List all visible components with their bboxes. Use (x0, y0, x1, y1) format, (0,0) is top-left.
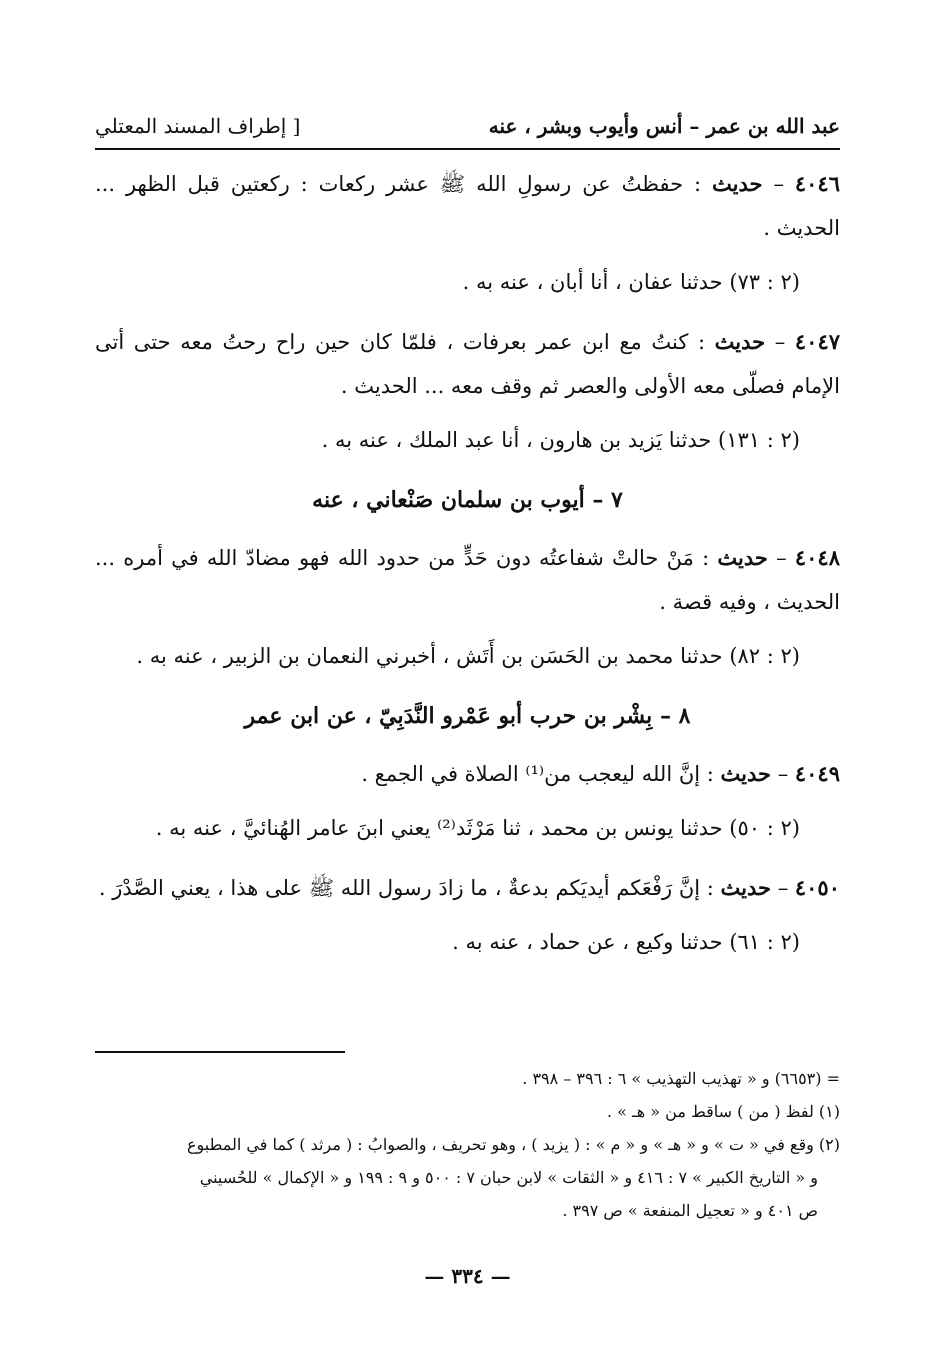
entry-keyword: حديث (720, 875, 772, 900)
entry-text: : إنَّ الله ليعجب من⁽¹⁾ الصلاة في الجمع . (361, 762, 714, 786)
header-left-title: [ إطراف المسند المعتلي (95, 114, 301, 138)
footnote: (١) لفظ ( من ) ساقط من « هـ » . (607, 1102, 840, 1121)
footnote: = (٦٦٥٣) و « تهذيب التهذيب » ٦ : ٣٩٦ – ٣٩٨ . (522, 1069, 840, 1088)
footnotes (95, 1062, 840, 1227)
entry-keyword: حديث (714, 329, 766, 354)
page (95, 0, 840, 1372)
hadith-entry: ٤٠٥٠ – حديث : إنَّ رَفْعَكم أيديَكم بدعةٌ ، ما زادَ رسول الله ﷺ على هذا ، يعني الصَّدْرَ . (98, 875, 840, 900)
entry-text: : مَنْ حالتْ شفاعتُه دون حَدٍّ من حدود الله فهو مضادّ الله في أمره ... الحديث ، وفيه قصة . (95, 546, 840, 614)
source-line: (٢ : ٨٢) حدثنا محمد بن الحَسَن بن أَتَش ، أخبرني النعمان بن الزبير ، عنه به . (136, 644, 800, 668)
entry-keyword: حديث (712, 171, 763, 196)
body-text (95, 162, 840, 980)
header-rule (95, 148, 840, 150)
entry-number: ٤٠٤٩ (794, 761, 840, 786)
entry-keyword: حديث (717, 545, 768, 570)
entry-number: ٤٠٤٨ (794, 545, 840, 570)
footnote-continuation: و « التاريخ الكبير » ٧ : ٤١٦ و « الثقات » لابن حبان ٧ : ٥٠٠ و ٩ : ١٩٩ و « الإكمال » للحُسيني (199, 1168, 818, 1187)
running-header (95, 112, 840, 140)
header-right-title: عبد الله بن عمر – أنس وأيوب وبشر ، عنه (488, 114, 840, 138)
entry-number: ٤٠٥٠ (794, 875, 840, 900)
source-line: (٢ : ٧٣) حدثنا عفان ، أنا أبان ، عنه به . (462, 270, 800, 294)
hadith-entry: ٤٠٤٨ – حديث : مَنْ حالتْ شفاعتُه دون حَدٍّ من حدود الله فهو مضادّ الله في أمره ... الحديث ، وفيه قصة . (95, 545, 840, 614)
entry-keyword: حديث (720, 761, 772, 786)
footnote: (٢) وقع في « ت » و « هـ » و « م » : ( يزيد ) ، وهو تحريف ، والصوابُ : ( مرثد ) كما في المطبوع (186, 1135, 840, 1154)
entry-text: : كنتُ مع ابن عمر بعرفات ، فلمّا كان حين راح رحتُ معه حتى أتى الإمام فصلّى معه الأولى والعصر ثم وقف معه ... الحديث . (95, 330, 840, 398)
entry-text: : إنَّ رَفْعَكم أيديَكم بدعةٌ ، ما زادَ رسول الله ﷺ على هذا ، يعني الصَّدْرَ . (98, 876, 714, 900)
entry-text: : حفظتُ عن رسولِ الله ﷺ عشر ركعات : ركعتين قبل الظهر ... الحديث . (95, 172, 840, 240)
footnote-rule (95, 1051, 345, 1053)
hadith-entry: ٤٠٤٩ – حديث : إنَّ الله ليعجب من⁽¹⁾ الصلاة في الجمع . (361, 761, 840, 786)
entry-number: ٤٠٤٦ (794, 171, 840, 196)
hadith-entry: ٤٠٤٦ – حديث : حفظتُ عن رسولِ الله ﷺ عشر ركعات : ركعتين قبل الظهر ... الحديث . (95, 171, 840, 240)
section-heading: ٧ – أيوب بن سلمان صَنْعاني ، عنه (312, 487, 623, 513)
source-line: (٢ : ٥٠) حدثنا يونس بن محمد ، ثنا مَرْثَد⁽²⁾ يعني ابنَ عامر الهُنائيَّ ، عنه به . (155, 816, 800, 840)
hadith-entry: ٤٠٤٧ – حديث : كنتُ مع ابن عمر بعرفات ، فلمّا كان حين راح رحتُ معه حتى أتى الإمام فصلّى معه الأولى والعصر ثم وقف معه ... الحديث . (95, 329, 841, 398)
page-number: — ٣٣٤ — (424, 1264, 511, 1288)
footnote-continuation: ص ٤٠١ و « تعجيل المنفعة » ص ٣٩٧ . (562, 1201, 818, 1220)
source-line: (٢ : ١٣١) حدثنا يَزيد بن هارون ، أنا عبد الملك ، عنه به . (321, 428, 800, 452)
section-heading: ٨ – بِشْر بن حرب أبو عَمْرو النَّدَبِيّ ، عن ابن عمر (244, 703, 691, 729)
entry-number: ٤٠٤٧ (794, 329, 841, 354)
source-line: (٢ : ٦١) حدثنا وكيع ، عن حماد ، عنه به . (452, 930, 800, 954)
